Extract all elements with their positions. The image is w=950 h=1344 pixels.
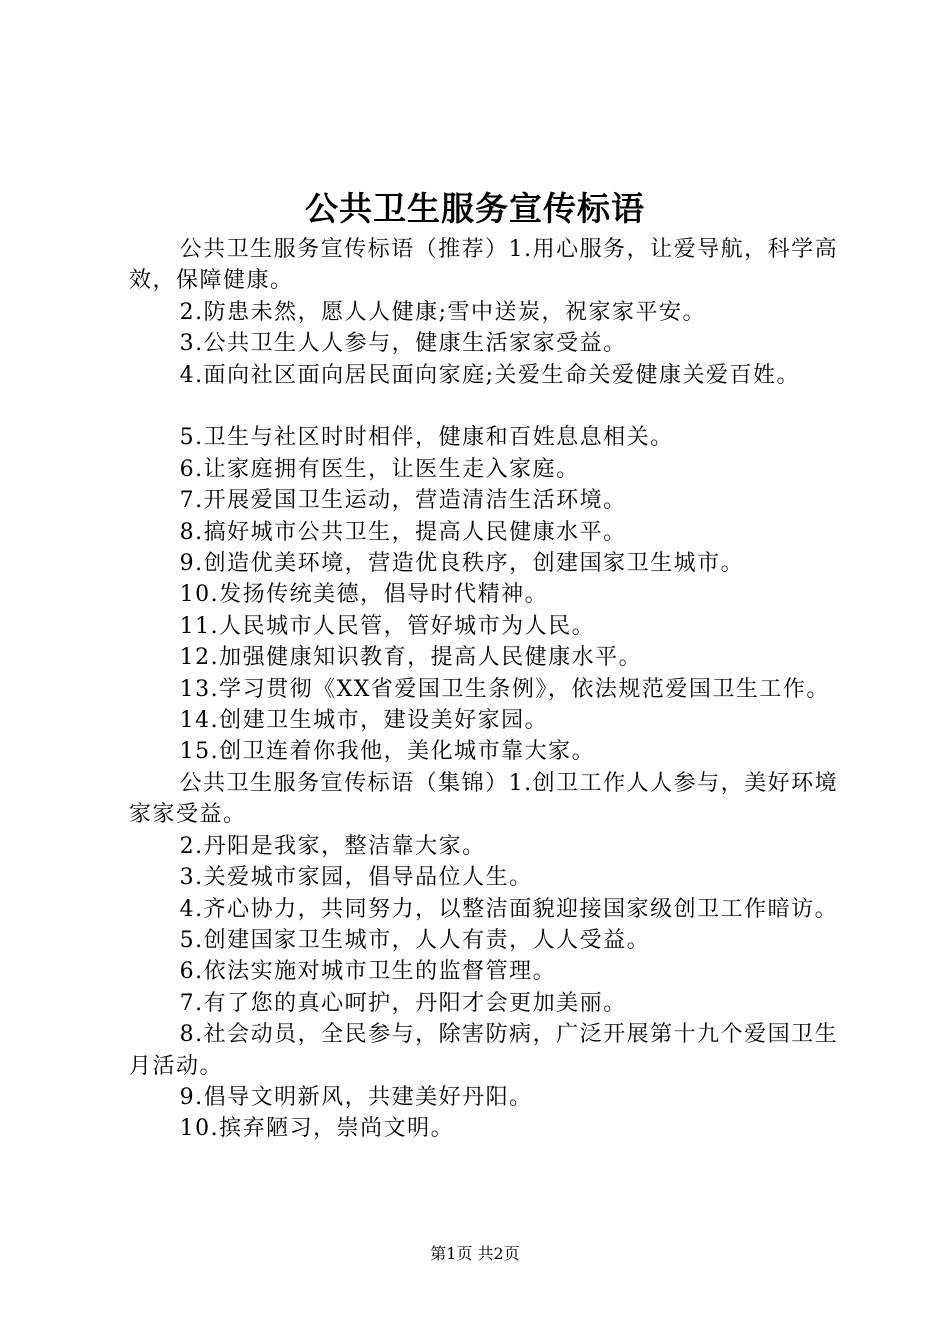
- paragraph: 公共卫生服务宣传标语（集锦）1.创卫工作人人参与，美好环境家家受益。: [129, 770, 839, 828]
- paragraph: 4.齐心协力，共同努力，以整洁面貌迎接国家级创卫工作暗访。: [179, 896, 839, 922]
- paragraph: 12.加强健康知识教育，提高人民健康水平。: [179, 645, 643, 671]
- paragraph: 6.依法实施对城市卫生的监督管理。: [179, 959, 557, 985]
- paragraph: 5.卫生与社区时时相伴，健康和百姓息息相关。: [179, 425, 674, 451]
- paragraph: 3.公共卫生人人参与，健康生活家家受益。: [179, 331, 627, 357]
- paragraph: 4.面向社区面向居民面向家庭;关爱生命关爱健康关爱百姓。: [179, 362, 800, 388]
- paragraph: 10.摈弃陋习，崇尚文明。: [179, 1116, 455, 1142]
- paragraph: 2.防患未然，愿人人健康;雪中送炭，祝家家平安。: [179, 299, 706, 325]
- paragraph: 14.创建卫生城市，建设美好家园。: [179, 708, 549, 734]
- paragraph: 11.人民城市人民管，管好城市为人民。: [179, 613, 596, 639]
- paragraph: 2.丹阳是我家，整洁靠大家。: [179, 833, 486, 859]
- paragraph: 15.创卫连着你我他，美化城市靠大家。: [179, 739, 596, 765]
- paragraph: 5.创建国家卫生城市，人人有责，人人受益。: [179, 927, 651, 953]
- paragraph: 7.有了您的真心呵护，丹阳才会更加美丽。: [179, 990, 627, 1016]
- paragraph: 公共卫生服务宣传标语（推荐）1.用心服务，让爱导航，科学高效，保障健康。: [129, 237, 839, 294]
- paragraph: 6.让家庭拥有医生，让医生走入家庭。: [179, 456, 580, 482]
- page-indicator: 第1页 共2页: [430, 1244, 520, 1263]
- paragraph: 3.关爱城市家园，倡导品位人生。: [179, 865, 533, 891]
- document-title: 公共卫生服务宣传标语: [305, 189, 645, 228]
- document-body: [129, 234, 844, 1145]
- paragraph: 8.社会动员，全民参与，除害防病，广泛开展第十九个爱国卫生月活动。: [129, 1022, 839, 1079]
- paragraph: 9.创造优美环境，营造优良秩序，创建国家卫生城市。: [179, 551, 745, 577]
- paragraph: 8.搞好城市公共卫生，提高人民健康水平。: [179, 519, 627, 545]
- paragraph: 10.发扬传统美德，倡导时代精神。: [179, 582, 549, 608]
- paragraph: 13.学习贯彻《XX省爱国卫生条例》，依法规范爱国卫生工作。: [179, 676, 830, 702]
- paragraph: 9.倡导文明新风，共建美好丹阳。: [179, 1084, 533, 1110]
- paragraph: 7.开展爱国卫生运动，营造清洁生活环境。: [179, 488, 627, 514]
